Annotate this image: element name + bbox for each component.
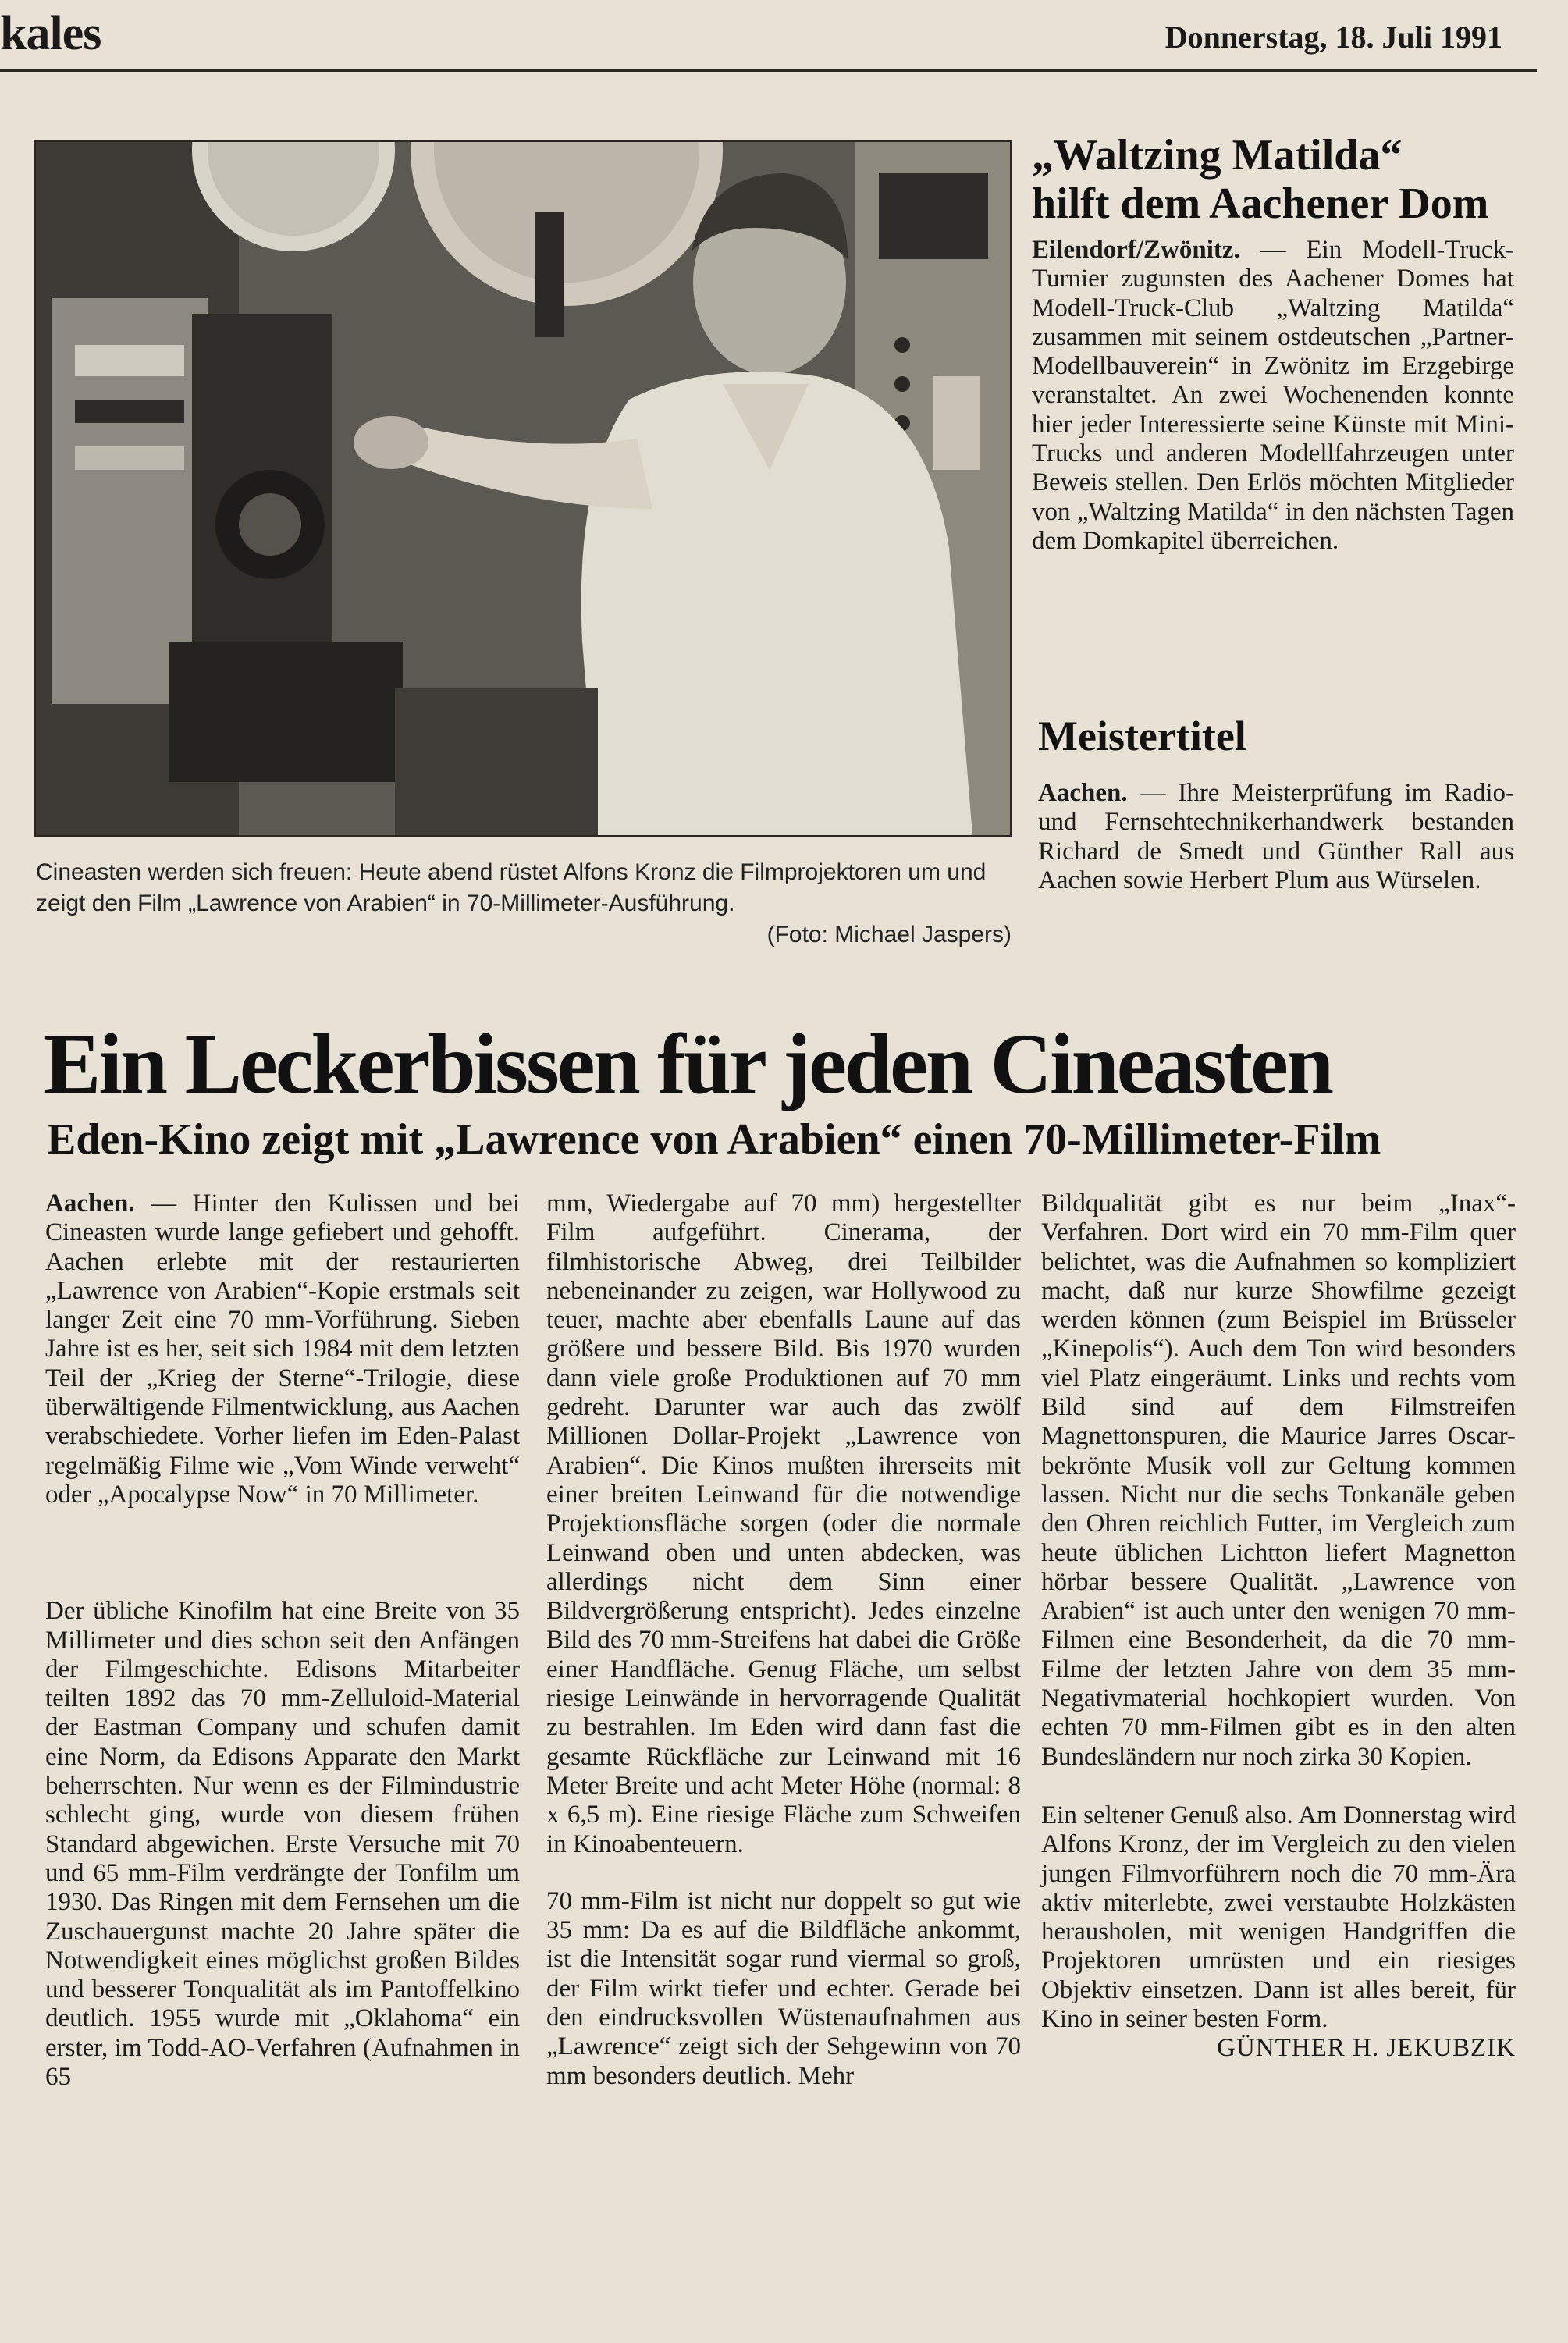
header-rule bbox=[0, 69, 1537, 72]
side-story-matilda bbox=[1032, 131, 1514, 556]
meistertitel-body bbox=[1038, 779, 1514, 895]
matilda-headline-line1: „Waltzing Matilda“ bbox=[1032, 131, 1403, 180]
photo-credit: (Foto: Michael Jaspers) bbox=[766, 922, 1012, 948]
matilda-text: — Ein Modell-Truck-Turnier zugunsten des Aachener Domes hat Modell-Truck-Club „Waltzing Matilda“ zusammen mit seinem ostdeutschen „Partner-Modellbauverein“ in Zwönitz im Erzgebirge veranstaltet. An zwei Wochenenden konnte hier jeder Interessierte seine Künste mit Mini-Trucks und anderen Modellfahrzeugen unter Beweis stellen. Den Erlös möchten Mitglieder von „Waltzing Matilda“ in den nächsten Tagen dem Domkapitel überreichen. bbox=[1032, 236, 1514, 555]
projectionist-photo bbox=[34, 140, 1012, 837]
col1-paragraph-2: Der übliche Kinofilm hat eine Breite von 35 Millimeter und dies schon seit den Anfängen der Filmgeschichte. Edisons Mitarbeiter teilten 1892 das 70 mm-Zelluloid-Material der Eastman Company und schufen damit eine Norm, da Edisons Apparate den Markt beherrschten. Nur wenn es der Filmindustrie schlecht ging, wurde von diesem frühen Standard abgewichen. Erste Versuche mit 70 und 65 mm-Film verdrängte der Tonfilm um 1930. Das Ringen mit dem Fernsehen um die Zuschauergunst machte 20 Jahre später die Notwendigkeit eines möglichst großen Bildes und besserer Tonqualität als im Pantoffelkino deutlich. 1955 wurde mit „Oklahoma“ ein erster, im Todd-AO-Verfahren (Aufnahmen in 65 bbox=[45, 1597, 520, 2092]
matilda-body bbox=[1032, 236, 1514, 556]
col2-paragraph-1: mm, Wiedergabe auf 70 mm) hergestellter Film aufgeführt. Cinerama, der filmhistorische Abweg, drei Teilbilder nebeneinander zu zeigen, war Hollywood zu teuer, machte aber ebenfalls Laune auf das größere und bessere Bild. Bis 1970 wurden dann viele große Produktionen auf 70 mm gedreht. Darunter war auch das zwölf Millionen Dollar-Projekt „Lawrence von Arabien“. Die Kinos mußten ihrerseits mit einer breiten Leinwand für die notwendige Projektionsfläche sorgen (oder die normale Leinwand oben und unten abdecken, was allerdings nicht dem Sinn einer Bildvergrößerung entspricht). Jedes einzelne Bild des 70 mm-Streifens hat dabei die Größe einer Handfläche. Genug Fläche, um selbst riesige Leinwände in hervorragende Qualität zu bestrahlen. Im Eden wird dann fast die gesamte Rückfläche zur Leinwand mit 16 Meter Breite und acht Meter Höhe (normal: 8 x 6,5 m). Eine riesige Fläche zum Schweifen in Kinoabenteuern. bbox=[546, 1189, 1021, 1858]
author-byline: GÜNTHER H. JEKUBZIK bbox=[1217, 2034, 1516, 2063]
issue-date: Donnerstag, 18. Juli 1991 bbox=[1164, 20, 1502, 55]
article-column-1 bbox=[45, 1189, 520, 2092]
col3-paragraph-2: Ein seltener Genuß also. Am Donnerstag wird Alfons Kronz, der im Vergleich zu den vielen jungen Filmvorführern noch die 70 mm-Ära aktiv miterlebte, zwei verstaubte Holzkästen herausholen, mit wenigen Handgriffen die Projektoren umrüsten und ein riesiges Objektiv einsetzen. Dann ist alles bereit, für Kino in seiner besten Form. bbox=[1041, 1801, 1516, 2034]
photo-caption bbox=[36, 857, 1012, 951]
matilda-dateline: Eilendorf/Zwönitz. bbox=[1032, 236, 1240, 264]
main-subheadline: Eden-Kino zeigt mit „Lawrence von Arabien“ einen 70-Millimeter-Film bbox=[47, 1115, 1381, 1164]
article-column-3 bbox=[1041, 1189, 1516, 2063]
section-name: kales bbox=[0, 7, 101, 60]
main-headline: Ein Leckerbissen für jeden Cineasten bbox=[44, 1016, 1332, 1111]
article-column-2 bbox=[546, 1189, 1021, 2091]
col1-text-1: — Hinter den Kulissen und bei Cineasten wurde lange gefiebert und gehofft. Aachen erlebte mit der restaurierten „Lawrence von Arabien“-Kopie erstmals seit langer Zeit eine 70 mm-Vorführung. Sieben Jahre ist es her, seit sich 1984 mit dem letzten Teil der „Krieg der Sterne“-Trilogie, diese überwältigende Filmentwicklung, aus Aachen verabschiedete. Vorher liefen im Eden-Palast regelmäßig Filme wie „Vom Winde verweht“ oder „Apocalypse Now“ in 70 Millimeter. bbox=[45, 1189, 520, 1509]
meistertitel-headline: Meistertitel bbox=[1038, 713, 1246, 759]
main-dateline: Aachen. bbox=[45, 1189, 135, 1218]
col3-paragraph-1: Bildqualität gibt es nur beim „Inax“-Verfahren. Dort wird ein 70 mm-Film quer belichtet, was die Aufnahmen so kompliziert macht, daß nur kurze Showfilme gezeigt werden können (zum Beispiel im Brüsseler „Kinepolis“). Auch dem Ton wird besonders viel Platz eingeräumt. Links und rechts vom Bild sind auf dem Filmstreifen Magnettonspuren, die Maurice Jarres Oscar-bekrönte Musik voll zur Geltung kommen lassen. Nicht nur die sechs Tonkanäle geben den Ohren reichlich Futter, im Vergleich zum heute üblichen Lichtton liefert Magnetton hörbar bessere Qualität. „Lawrence von Arabien“ ist auch unter den wenigen 70 mm-Filmen eine Besonderheit, da die 70 mm-Filme der letzten Jahre von dem 35 mm-Negativmaterial hochkopiert wurden. Von echten 70 mm-Filmen gibt es in den alten Bundesländern nur noch zirka 30 Kopien. bbox=[1041, 1189, 1516, 1771]
matilda-headline-line2: hilft dem Aachener Dom bbox=[1032, 180, 1489, 228]
meistertitel-text: — Ihre Meisterprüfung im Radio- und Fernsehtechnikerhandwerk bestanden Richard de Smedt und Günther Rall aus Aachen sowie Herbert Plum aus Würselen. bbox=[1038, 779, 1514, 894]
caption-text: Cineasten werden sich freuen: Heute abend rüstet Alfons Kronz die Filmprojektoren um und zeigt den Film „Lawrence von Arabien“ in 70-Millimeter-Ausführung. bbox=[36, 859, 987, 916]
col1-paragraph-1 bbox=[45, 1189, 520, 1509]
meistertitel-dateline: Aachen. bbox=[1038, 779, 1128, 807]
side-story-meistertitel bbox=[1038, 712, 1514, 895]
col2-paragraph-2: 70 mm-Film ist nicht nur doppelt so gut wie 35 mm: Da es auf die Bildfläche ankommt, ist die Intensität sogar rund viermal so groß, der Film wirkt tiefer und echter. Gerade bei den eindrucksvollen Wüstenaufnahmen aus „Lawrence“ zeigt sich der Sehgewinn von 70 mm besonders deutlich. Mehr bbox=[546, 1886, 1021, 2090]
